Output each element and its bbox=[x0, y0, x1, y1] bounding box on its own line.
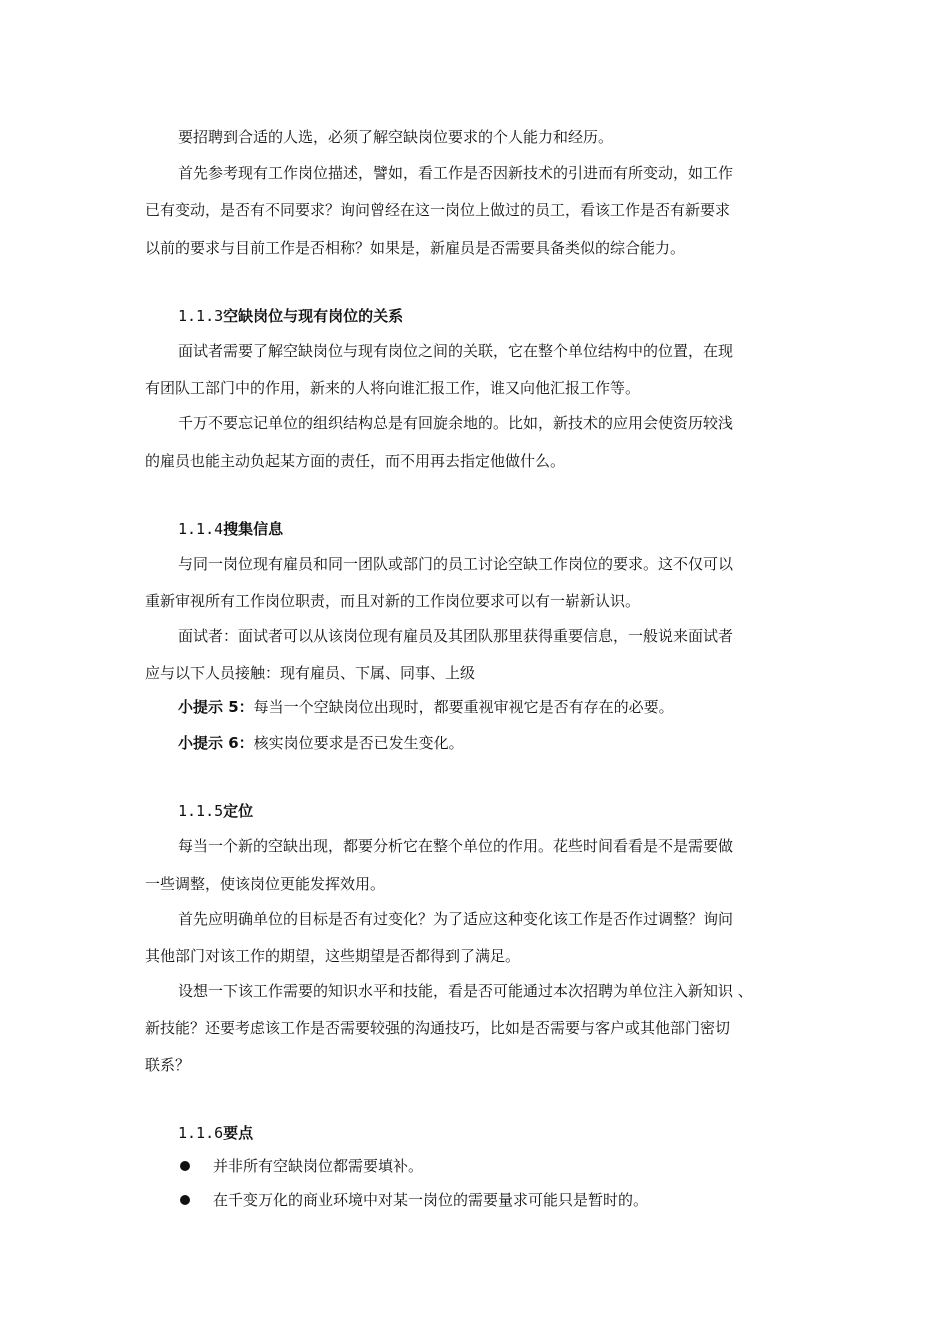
paragraph-line: 千万不要忘记单位的组织结构总是有回旋余地的。比如，新技术的应用会使资历较浅 bbox=[178, 414, 734, 432]
bullet-item: 并非所有空缺岗位都需要填补。 bbox=[213, 1157, 424, 1175]
tip-label: 小提示 5： bbox=[178, 698, 254, 716]
paragraph-line: 其他部门对该工作的期望，这些期望是否都得到了满足。 bbox=[145, 947, 521, 965]
section-number: 1.1.3 bbox=[178, 307, 224, 325]
paragraph-line: 一些调整，使该岗位更能发挥效用。 bbox=[145, 875, 386, 893]
section-title: 空缺岗位与现有岗位的关系 bbox=[223, 307, 404, 325]
section-title: 要点 bbox=[223, 1124, 254, 1142]
section-number: 1.1.6 bbox=[178, 1124, 224, 1142]
bullet-icon bbox=[180, 1161, 190, 1171]
bullet-item: 在千变万化的商业环境中对某一岗位的需要量求可能只是暂时的。 bbox=[213, 1191, 649, 1209]
tip-label: 小提示 6： bbox=[178, 734, 254, 752]
section-heading-1-1-4 bbox=[178, 519, 858, 539]
bullet-icon bbox=[180, 1195, 190, 1205]
paragraph-line: 面试者：面试者可以从该岗位现有雇员及其团队那里获得重要信息，一般说来面试者 bbox=[178, 627, 734, 645]
paragraph-line: 与同一岗位现有雇员和同一团队或部门的员工讨论空缺工作岗位的要求。这不仅可以 bbox=[178, 555, 734, 573]
paragraph-line: 首先应明确单位的目标是否有过变化？为了适应这种变化该工作是否作过调整？询问 bbox=[178, 910, 734, 928]
section-heading-1-1-6 bbox=[178, 1123, 858, 1143]
intro-paragraph: 要招聘到合适的人选，必须了解空缺岗位要求的个人能力和经历。 bbox=[178, 128, 614, 146]
section-number: 1.1.5 bbox=[178, 802, 224, 820]
section-heading-1-1-5 bbox=[178, 801, 858, 821]
section-number: 1.1.4 bbox=[178, 520, 224, 538]
paragraph-line: 有团队工部门中的作用，新来的人将向谁汇报工作，谁又向他汇报工作等。 bbox=[145, 379, 641, 397]
paragraph-line: 重新审视所有工作岗位职责，而且对新的工作岗位要求可以有一崭新认识。 bbox=[145, 592, 641, 610]
section-title: 搜集信息 bbox=[223, 520, 284, 538]
tip-5 bbox=[178, 697, 858, 717]
paragraph-line: 联系？ bbox=[145, 1056, 191, 1074]
tip-6 bbox=[178, 733, 858, 753]
section-heading-1-1-3 bbox=[178, 306, 858, 326]
intro-paragraph-2-line-2: 已有变动，是否有不同要求？询问曾经在这一岗位上做过的员工，看该工作是否有新要求 bbox=[145, 201, 731, 219]
tip-text: 核实岗位要求是否已发生变化。 bbox=[253, 734, 464, 752]
tip-text: 每当一个空缺岗位出现时，都要重视审视它是否有存在的必要。 bbox=[253, 698, 674, 716]
intro-paragraph-2-line-3: 以前的要求与目前工作是否相称？如果是，新雇员是否需要具备类似的综合能力。 bbox=[145, 239, 686, 257]
intro-paragraph-2-line-1: 首先参考现有工作岗位描述，譬如，看工作是否因新技术的引进而有所变动，如工作 bbox=[178, 164, 734, 182]
section-title: 定位 bbox=[223, 802, 254, 820]
paragraph-line: 每当一个新的空缺出现，都要分析它在整个单位的作用。花些时间看看是不是需要做 bbox=[178, 837, 734, 855]
paragraph-line: 新技能？还要考虑该工作是否需要较强的沟通技巧，比如是否需要与客户或其他部门密切 bbox=[145, 1019, 731, 1037]
paragraph-line: 的雇员也能主动负起某方面的责任，而不用再去指定他做什么。 bbox=[145, 452, 566, 470]
paragraph-line: 应与以下人员接触：现有雇员、下属、同事、上级 bbox=[145, 664, 476, 682]
paragraph-line: 面试者需要了解空缺岗位与现有岗位之间的关联，它在整个单位结构中的位置，在现 bbox=[178, 342, 734, 360]
paragraph-line: 设想一下该工作需要的知识水平和技能，看是否可能通过本次招聘为单位注入新知识 、 bbox=[178, 982, 753, 1000]
